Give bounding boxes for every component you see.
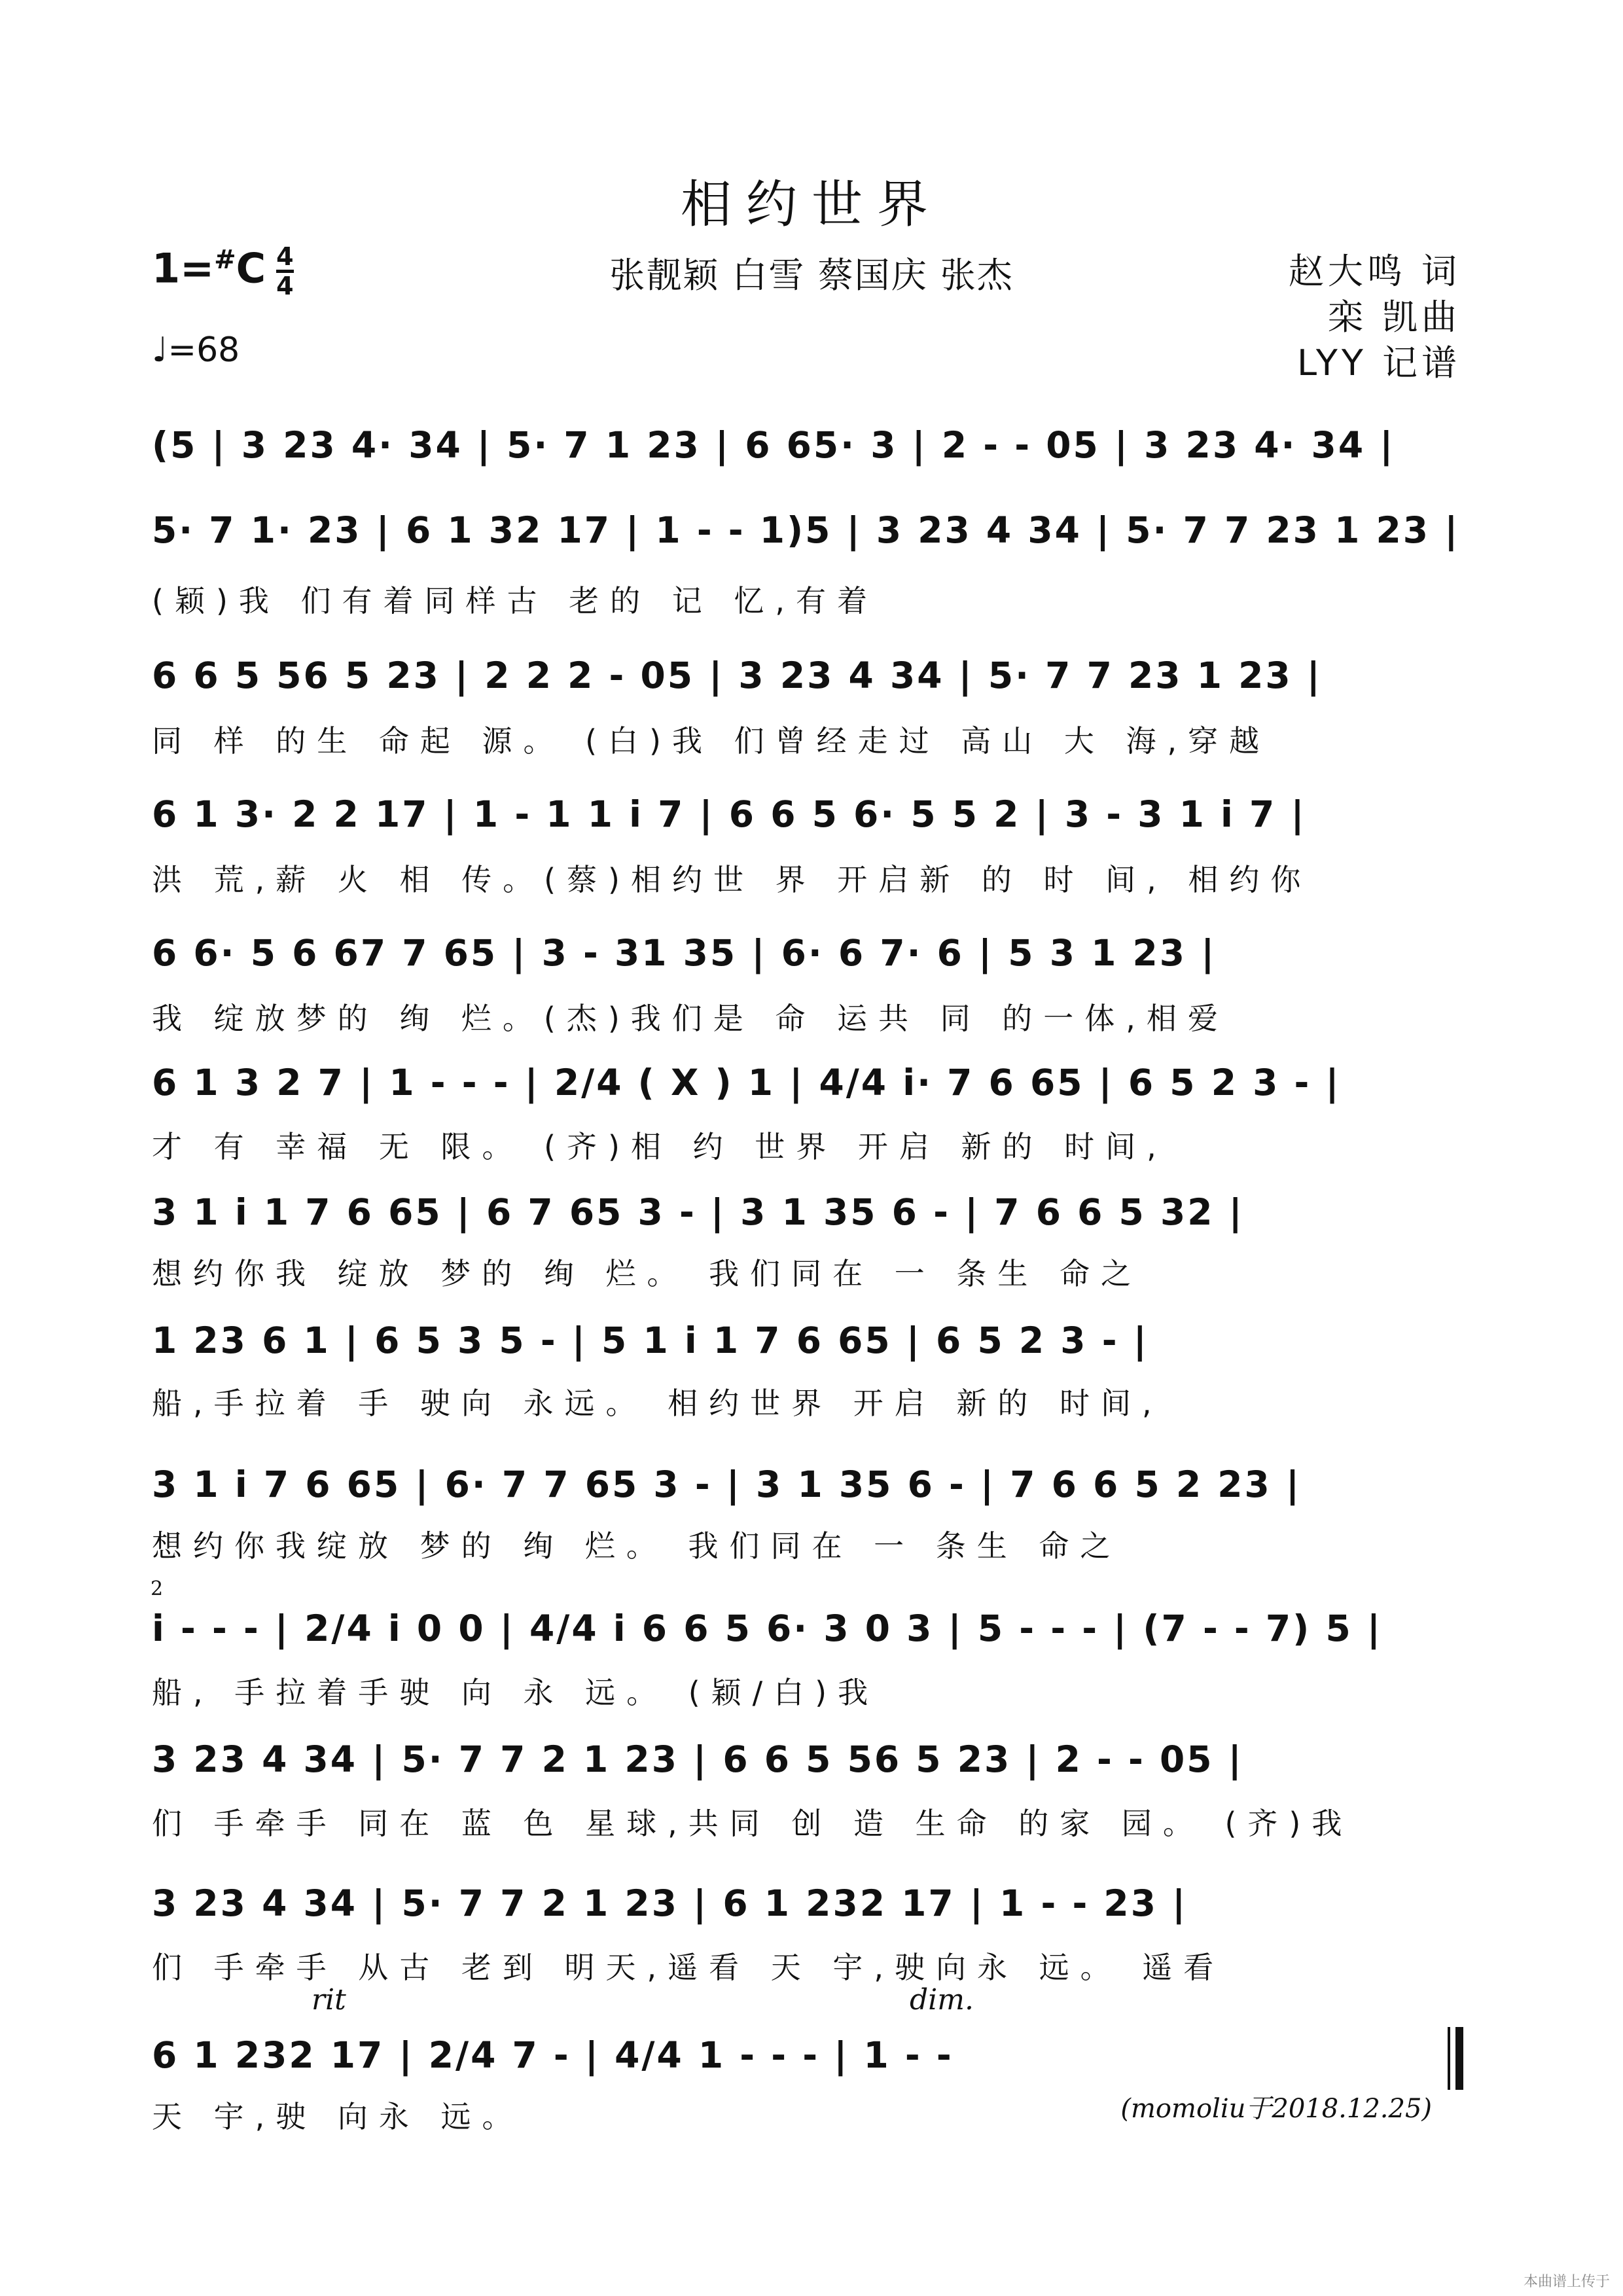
rit-mark: rit (312, 1983, 346, 2017)
notation-system-12: 3 23 4 34 | 5· 7 7 2 1 23 | 6 1 232 17 | 1 - - 23 | (152, 1882, 1188, 1924)
watermark: 本曲谱上传于 (1523, 2274, 1610, 2290)
lyricist: 赵大鸣 词 (1288, 251, 1461, 292)
notation-system-3: 6 6 5 56 5 23 | 2 2 2 - 05 | 3 23 4 34 | 5· 7 7 23 1 23 | (152, 655, 1322, 696)
notation-system-8: 1 23 6 1 | 6 5 3 5 - | 5 1 i 1 7 6 65 | 6 5 2 3 - | (152, 1319, 1149, 1361)
lyric-line-9: 想约你我绽放 梦的 绚 烂。 我们同在 一 条生 命之 (152, 1528, 1122, 1564)
notation-system-11: 3 23 4 34 | 5· 7 7 2 1 23 | 6 6 5 56 5 23 | 2 - - 05 | (152, 1738, 1243, 1780)
notation-system-10: i - - - | 2/4 i 0 0 | 4/4 i 6 6 5 6· 3 0 3 | 5 - - - | (7 - - 7) 5 | (152, 1607, 1382, 1649)
notation-system-9: 3 1 i 7 6 65 | 6· 7 7 65 3 - | 3 1 35 6 - | 7 6 6 5 2 23 | (152, 1463, 1302, 1505)
lyric-line-4: 洪 荒,薪 火 相 传。(蔡)相约世 界 开启新 的 时 间, 相约你 (152, 862, 1312, 897)
final-barline-thick (1455, 2027, 1463, 2090)
time-signature: $\frac{4}{4}$ (276, 242, 294, 300)
lyric-line-13: 天 宇,驶 向永 远。 (152, 2099, 524, 2134)
dim-mark: dim. (910, 1983, 974, 2017)
tempo-mark: ♩=68 (152, 331, 240, 370)
notation-system-7: 3 1 i 1 7 6 65 | 6 7 65 3 - | 3 1 35 6 - | 7 6 6 5 32 | (152, 1191, 1244, 1233)
lyric-line-11: 们 手牵手 同在 蓝 色 星球,共同 创 造 生命 的家 园。 (齐)我 (152, 1806, 1353, 1841)
final-barline-thin (1448, 2027, 1450, 2090)
lyric-line-2: (颖)我 们有着同样古 老的 记 忆,有着 (152, 583, 879, 619)
page-title: 相约世界 (680, 175, 942, 234)
notation-system-13: 6 1 232 17 | 2/4 7 - | 4/4 1 - - - | 1 - - (152, 2034, 954, 2076)
lyric-line-8: 船,手拉着 手 驶向 永远。 相约世界 开启 新的 时间, (152, 1386, 1163, 1421)
singers: 张靓颖 白雪 蔡国庆 张杰 (609, 255, 1014, 296)
notation-system-2: 5· 7 1· 23 | 6 1 32 17 | 1 - - 1)5 | 3 23 4 34 | 5· 7 7 23 1 23 | (152, 509, 1460, 551)
notation-system-6: 6 1 3 2 7 | 1 - - - | 2/4 ( X ) 1 | 4/4 i· 7 6 65 | 6 5 2 3 - | (152, 1062, 1341, 1103)
lyric-line-3: 同 样 的生 命起 源。 (白)我 们曾经走过 高山 大 海,穿越 (152, 723, 1271, 759)
lyric-line-6: 才 有 幸福 无 限。 (齐)相 约 世界 开启 新的 时间, (152, 1129, 1168, 1164)
notation-system-4: 6 1 3· 2 2 17 | 1 - 1 1 i 7 | 6 6 5 6· 5 5 2 | 3 - 3 1 i 7 | (152, 793, 1306, 835)
transcriber: LYY 记谱 (1296, 342, 1461, 384)
lyric-line-5: 我 绽放梦的 绚 烂。(杰)我们是 命 运共 同 的一体,相爱 (152, 1001, 1229, 1036)
lyric-line-12: 们 手牵手 从古 老到 明天,遥看 天 宇,驶向永 远。 遥看 (152, 1950, 1225, 1985)
notation-system-1: (5 | 3 23 4· 34 | 5· 7 1 23 | 6 65· 3 | 2 - - 05 | 3 23 4· 34 | (152, 424, 1395, 466)
grace-note: 2 (151, 1577, 164, 1600)
notation-system-5: 6 6· 5 6 67 7 65 | 3 - 31 35 | 6· 6 7· 6 | 5 3 1 23 | (152, 932, 1217, 974)
transcription-note: (momoliu于2018.12.25) (1120, 2094, 1432, 2124)
lyric-line-7: 想约你我 绽放 梦的 绚 烂。 我们同在 一 条生 命之 (152, 1256, 1142, 1291)
key-label: 1= (152, 244, 215, 293)
sharp-sign: # (214, 244, 236, 275)
composer: 栾 凯曲 (1327, 296, 1461, 338)
lyric-line-10: 船, 手拉着手驶 向 永 远。 (颖/白)我 (152, 1675, 880, 1710)
key-note: C (236, 244, 266, 293)
